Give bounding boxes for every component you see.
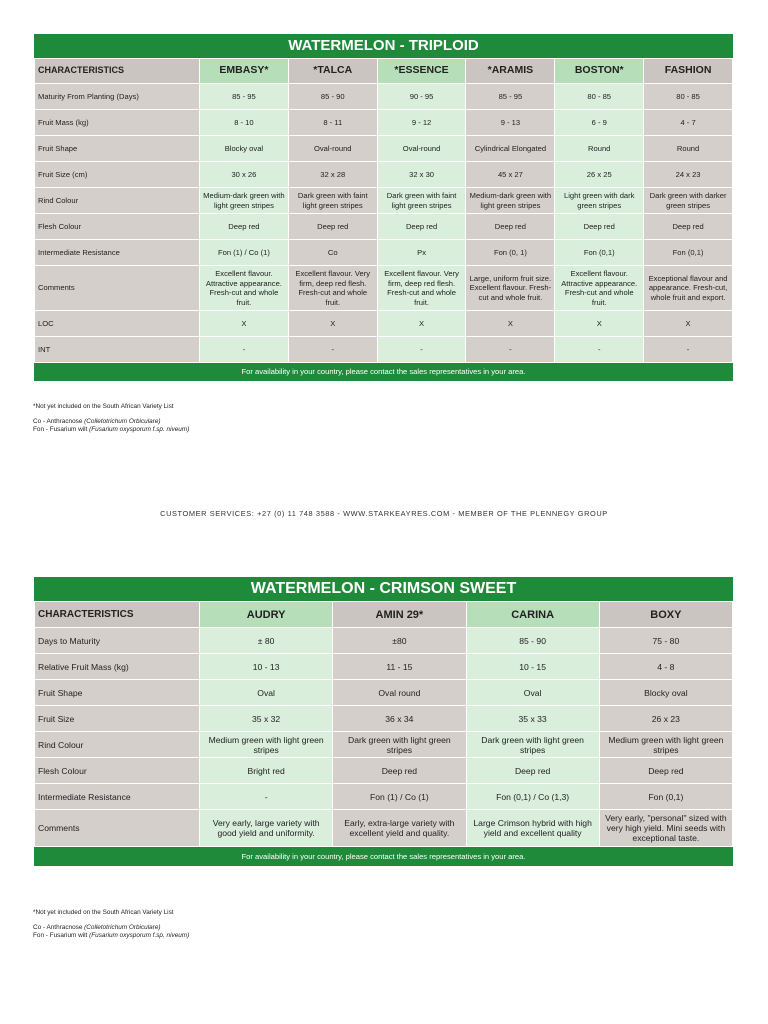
fusarium-note: Fon - Fusarium wilt (Fusarium oxysporum f.sp. niveum) <box>33 426 190 434</box>
variety-header: *TALCA <box>288 59 377 84</box>
table-cell: Fon (1) / Co (1) <box>333 784 466 810</box>
table-cell: Co <box>288 240 377 266</box>
table-cell: Deep red <box>466 758 599 784</box>
row-label: Fruit Mass (kg) <box>35 110 200 136</box>
table-cell: Excellent flavour. Attractive appearance. Fresh-cut and whole fruit. <box>555 266 644 311</box>
table-cell: 36 x 34 <box>333 706 466 732</box>
table-cell: - <box>200 784 333 810</box>
table-cell: 85 - 95 <box>200 84 289 110</box>
table-cell: Bright red <box>200 758 333 784</box>
table-cell: Excellent flavour. Very firm, deep red flesh. Fresh-cut and whole fruit. <box>377 266 466 311</box>
table-cell: 24 x 23 <box>644 162 733 188</box>
table-cell: Oval <box>466 680 599 706</box>
table-row <box>35 706 733 732</box>
variety-header: BOXY <box>599 602 732 628</box>
table-row <box>35 214 733 240</box>
table-cell: Deep red <box>599 758 732 784</box>
crimson-sweet-table <box>34 577 733 866</box>
availability-footer: For availability in your country, please contact the sales representatives in your area. <box>34 847 733 866</box>
table-cell: X <box>200 311 289 337</box>
table-row <box>35 758 733 784</box>
variety-header: *ARAMIS <box>466 59 555 84</box>
row-label: INT <box>35 337 200 363</box>
variety-header: BOSTON* <box>555 59 644 84</box>
variety-header: CARINA <box>466 602 599 628</box>
table-cell: 8 - 11 <box>288 110 377 136</box>
table-row <box>35 337 733 363</box>
table-cell: Fon (0,1) / Co (1,3) <box>466 784 599 810</box>
triploid-grid <box>34 58 733 363</box>
triploid-notes <box>33 403 189 435</box>
table-cell: ±80 <box>333 628 466 654</box>
table-cell: 26 x 25 <box>555 162 644 188</box>
table-row <box>35 240 733 266</box>
table-cell: 9 - 12 <box>377 110 466 136</box>
table-cell: Medium-dark green with light green stripes <box>200 188 289 214</box>
anthracnose-note: Co - Anthracnose (Colletotrichum Orbiculare) <box>33 923 161 931</box>
variety-header-row <box>35 59 733 84</box>
table-cell: Dark green with light green stripes <box>466 732 599 758</box>
characteristics-header: CHARACTERISTICS <box>35 59 200 84</box>
table-cell: X <box>644 311 733 337</box>
table-cell: Deep red <box>555 214 644 240</box>
table-cell: 9 - 13 <box>466 110 555 136</box>
table-row <box>35 784 733 810</box>
fusarium-note: Fon - Fusarium wilt (Fusarium oxysporum f.sp. niveum) <box>33 932 190 940</box>
table-row <box>35 732 733 758</box>
table-cell: - <box>377 337 466 363</box>
table-cell: 8 - 10 <box>200 110 289 136</box>
row-label: Flesh Colour <box>35 214 200 240</box>
table-row <box>35 136 733 162</box>
table-cell: 90 - 95 <box>377 84 466 110</box>
table-cell: X <box>288 311 377 337</box>
table-cell: Dark green with darker green stripes <box>644 188 733 214</box>
table-cell: 80 - 85 <box>555 84 644 110</box>
row-label: Fruit Shape <box>35 136 200 162</box>
table-cell: Oval <box>200 680 333 706</box>
table-cell: Excellent flavour. Attractive appearance. Fresh-cut and whole fruit. <box>200 266 289 311</box>
crimson-grid <box>34 601 733 847</box>
table-cell: ± 80 <box>200 628 333 654</box>
table-cell: Large Crimson hybrid with high yield and excellent quality <box>466 810 599 847</box>
table-cell: 45 x 27 <box>466 162 555 188</box>
table-cell: Oval round <box>333 680 466 706</box>
variety-list-note: *Not yet included on the South African Variety List <box>33 403 174 410</box>
table-cell: - <box>288 337 377 363</box>
table-cell: Light green with dark green stripes <box>555 188 644 214</box>
row-label: Relative Fruit Mass (kg) <box>35 654 200 680</box>
table-cell: Medium green with light green stripes <box>200 732 333 758</box>
table-cell: Fon (0, 1) <box>466 240 555 266</box>
row-label: Comments <box>35 266 200 311</box>
table-cell: Fon (1) / Co (1) <box>200 240 289 266</box>
table-cell: Early, extra-large variety with excellent yield and quality. <box>333 810 466 847</box>
variety-header: *ESSENCE <box>377 59 466 84</box>
table-row <box>35 311 733 337</box>
variety-list-note: *Not yet included on the South African Variety List <box>33 909 174 916</box>
table-cell: 35 x 33 <box>466 706 599 732</box>
table-cell: Very early, large variety with good yield and uniformity. <box>200 810 333 847</box>
variety-header-row <box>35 602 733 628</box>
table-cell: Cylindrical Elongated <box>466 136 555 162</box>
table-cell: 80 - 85 <box>644 84 733 110</box>
table-cell: Round <box>555 136 644 162</box>
variety-header: AMIN 29* <box>333 602 466 628</box>
table-row <box>35 680 733 706</box>
table-cell: 85 - 90 <box>466 628 599 654</box>
table-cell: 4 - 8 <box>599 654 732 680</box>
row-label: LOC <box>35 311 200 337</box>
table-cell: Deep red <box>333 758 466 784</box>
table-cell: 75 - 80 <box>599 628 732 654</box>
table-cell: Deep red <box>466 214 555 240</box>
table-cell: Dark green with faint light green stripes <box>377 188 466 214</box>
row-label: Maturity From Planting (Days) <box>35 84 200 110</box>
table-cell: Round <box>644 136 733 162</box>
table-row <box>35 266 733 311</box>
table-title: WATERMELON - TRIPLOID <box>34 34 733 58</box>
row-label: Intermediate Resistance <box>35 240 200 266</box>
table-row <box>35 162 733 188</box>
variety-header: AUDRY <box>200 602 333 628</box>
anthracnose-note: Co - Anthracnose (Colletotrichum Orbiculare) <box>33 417 161 425</box>
variety-header: EMBASY* <box>200 59 289 84</box>
table-cell: Px <box>377 240 466 266</box>
table-cell: Exceptional flavour and appearance. Fresh-cut, whole fruit and export. <box>644 266 733 311</box>
table-cell: 4 - 7 <box>644 110 733 136</box>
table-cell: 30 x 26 <box>200 162 289 188</box>
table-cell: 10 - 13 <box>200 654 333 680</box>
table-cell: 10 - 15 <box>466 654 599 680</box>
table-row <box>35 654 733 680</box>
table-cell: Medium green with light green stripes <box>599 732 732 758</box>
table-cell: 32 x 30 <box>377 162 466 188</box>
row-label: Fruit Size <box>35 706 200 732</box>
table-cell: Deep red <box>644 214 733 240</box>
table-cell: 85 - 95 <box>466 84 555 110</box>
table-cell: Blocky oval <box>599 680 732 706</box>
table-cell: Very early, "personal" sized with very high yield. Mini seeds with exceptional taste. <box>599 810 732 847</box>
row-label: Fruit Size (cm) <box>35 162 200 188</box>
table-cell: Excellent flavour. Very firm, deep red flesh. Fresh-cut and whole fruit. <box>288 266 377 311</box>
table-cell: Medium-dark green with light green stripes <box>466 188 555 214</box>
table-row <box>35 110 733 136</box>
availability-footer: For availability in your country, please contact the sales representatives in your area. <box>34 363 733 381</box>
table-row <box>35 810 733 847</box>
row-label: Comments <box>35 810 200 847</box>
table-cell: Deep red <box>288 214 377 240</box>
row-label: Flesh Colour <box>35 758 200 784</box>
table-cell: Fon (0,1) <box>555 240 644 266</box>
table-cell: X <box>466 311 555 337</box>
triploid-table <box>34 34 733 381</box>
table-cell: X <box>555 311 644 337</box>
table-cell: Dark green with faint light green stripes <box>288 188 377 214</box>
table-cell: Fon (0,1) <box>644 240 733 266</box>
table-cell: - <box>466 337 555 363</box>
characteristics-header: CHARACTERISTICS <box>35 602 200 628</box>
table-cell: 11 - 15 <box>333 654 466 680</box>
row-label: Days to Maturity <box>35 628 200 654</box>
row-label: Fruit Shape <box>35 680 200 706</box>
table-cell: Oval-round <box>377 136 466 162</box>
table-cell: 35 x 32 <box>200 706 333 732</box>
table-cell: 85 - 90 <box>288 84 377 110</box>
table-cell: - <box>644 337 733 363</box>
table-cell: 6 - 9 <box>555 110 644 136</box>
row-label: Rind Colour <box>35 188 200 214</box>
table-cell: Dark green with light green stripes <box>333 732 466 758</box>
variety-header: FASHION <box>644 59 733 84</box>
table-cell: Fon (0,1) <box>599 784 732 810</box>
customer-services-line: CUSTOMER SERVICES: +27 (0) 11 748 3588 - WWW.STARKEAYRES.COM - MEMBER OF THE PLENNEGY GROUP <box>160 509 608 518</box>
row-label: Intermediate Resistance <box>35 784 200 810</box>
table-cell: Deep red <box>200 214 289 240</box>
table-cell: Oval-round <box>288 136 377 162</box>
table-cell: Deep red <box>377 214 466 240</box>
table-cell: 26 x 23 <box>599 706 732 732</box>
table-cell: X <box>377 311 466 337</box>
table-row <box>35 628 733 654</box>
table-cell: 32 x 28 <box>288 162 377 188</box>
table-cell: - <box>200 337 289 363</box>
table-row <box>35 84 733 110</box>
table-cell: - <box>555 337 644 363</box>
table-cell: Large, uniform fruit size. Excellent flavour. Fresh-cut and whole fruit. <box>466 266 555 311</box>
table-cell: Blocky oval <box>200 136 289 162</box>
table-row <box>35 188 733 214</box>
row-label: Rind Colour <box>35 732 200 758</box>
table-title: WATERMELON - CRIMSON SWEET <box>34 577 733 601</box>
crimson-notes <box>33 909 189 941</box>
